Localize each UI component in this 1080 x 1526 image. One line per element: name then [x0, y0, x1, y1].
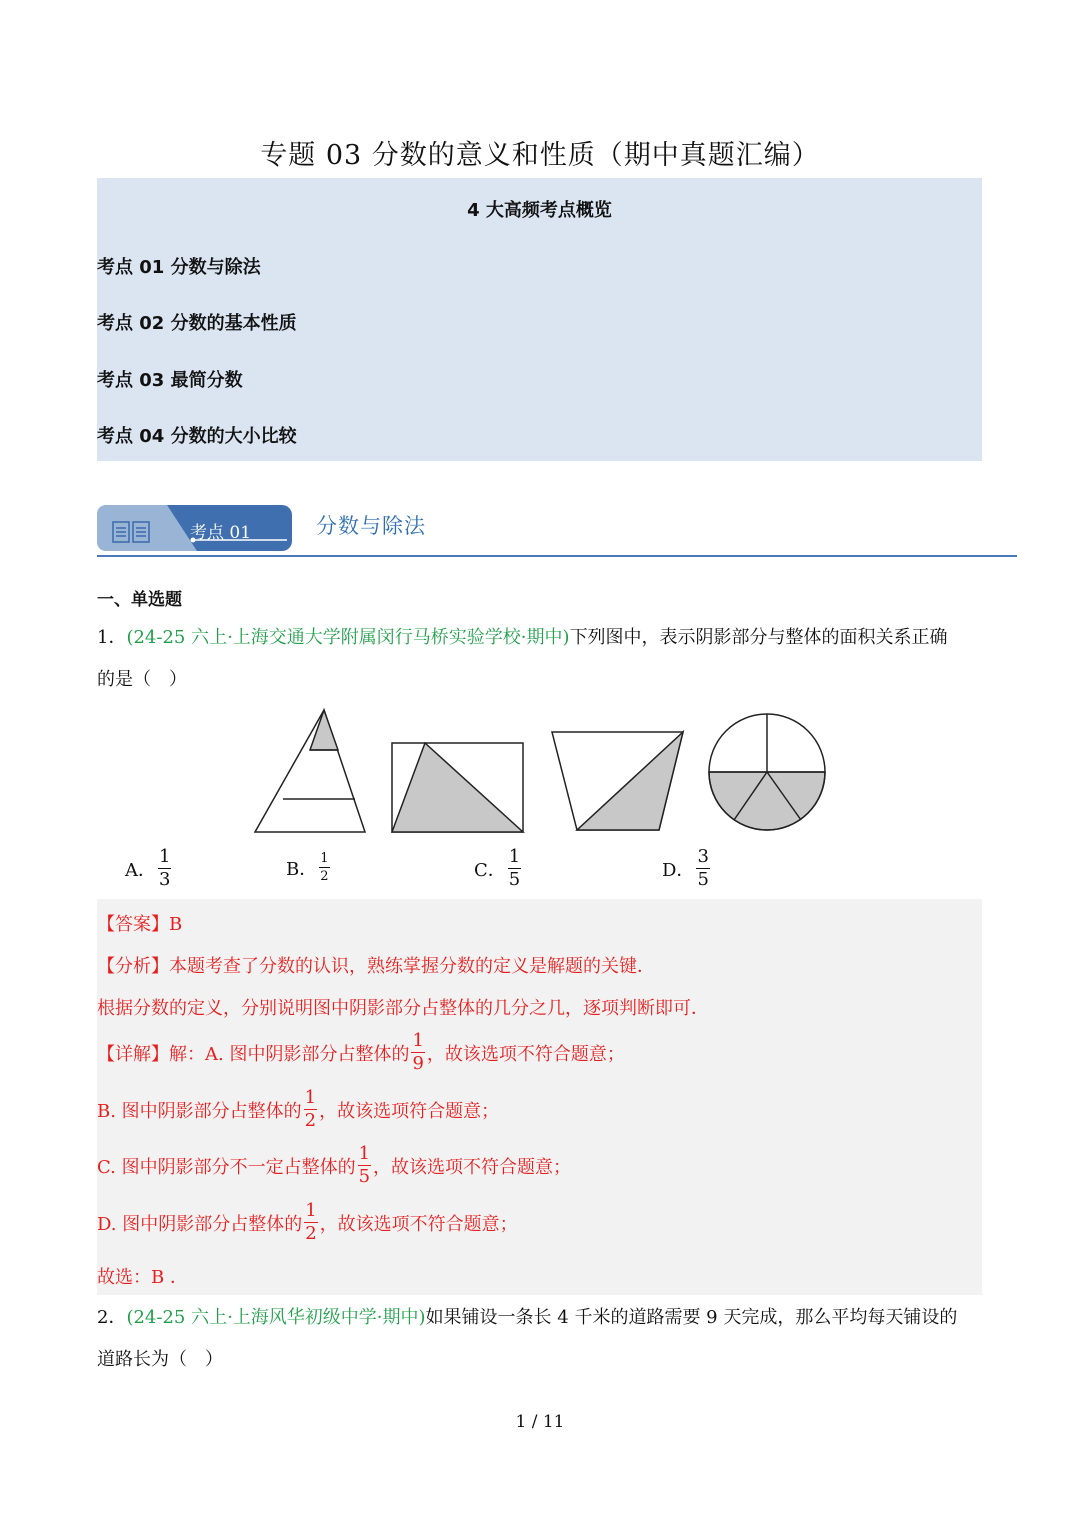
option-d-num: 3 — [697, 846, 709, 867]
q2-text: 如果铺设一条长 4 千米的道路需要 9 天完成，那么平均每天铺设的 — [425, 1307, 958, 1328]
detail-a-suffix: ，故该选项不符合题意； — [426, 1043, 625, 1065]
detail-c-text: C. 图中阴影部分不一定占整体的 — [97, 1156, 356, 1178]
option-c-num: 1 — [508, 846, 521, 867]
page-title: 专题 03 分数的意义和性质（期中真题汇编） — [260, 140, 820, 171]
option-b-label: B． — [286, 858, 318, 880]
detail-d-num: 1 — [305, 1200, 317, 1221]
q2-line-2: 道路长为（ ） — [97, 1349, 223, 1370]
trapezoid-figure — [552, 732, 683, 830]
option-d-label: D． — [662, 859, 695, 881]
option-c-label: C． — [474, 859, 506, 881]
detail-c-suffix: ，故该选项不符合题意； — [373, 1156, 572, 1178]
circle-figure — [709, 714, 825, 830]
detail-c-den: 5 — [358, 1166, 371, 1187]
option-d-den: 5 — [697, 869, 709, 890]
detail-d-text: D. 图中阴影部分占整体的 — [97, 1213, 303, 1235]
option-b-fraction — [319, 852, 329, 883]
q1-number: 1． — [97, 627, 127, 648]
page-number: 1 / 11 — [515, 1412, 565, 1432]
option-a-label: A． — [125, 859, 156, 881]
detail-d-fraction — [304, 1202, 317, 1243]
q1-option-b — [286, 852, 332, 883]
solution-detail-a — [97, 1032, 625, 1073]
solution-analysis-2: 根据分数的定义，分别说明图中阴影部分占整体的几分之几，逐项判断即可． — [97, 998, 709, 1019]
solution-detail-c — [97, 1145, 571, 1186]
overview-item-3: 考点 03 最简分数 — [97, 370, 243, 391]
solution-analysis-1: 【分析】本题考查了分数的认识，熟练掌握分数的定义是解题的关键． — [97, 956, 655, 977]
overview-heading: 4 大高频考点概览 — [467, 200, 612, 221]
option-d-fraction — [696, 848, 709, 889]
section-tag: 考点 01 — [190, 523, 252, 543]
detail-b-suffix: ，故该选项符合题意； — [319, 1100, 500, 1122]
q1-option-c — [474, 848, 523, 889]
solution-detail-b — [97, 1089, 499, 1130]
detail-b-den: 2 — [304, 1110, 317, 1131]
option-c-den: 5 — [508, 869, 521, 890]
q1-option-a — [125, 848, 173, 889]
detail-b-num: 1 — [304, 1087, 317, 1108]
detail-a-text: 【详解】解：A. 图中阴影部分占整体的 — [97, 1043, 410, 1065]
detail-a-den: 9 — [412, 1053, 424, 1074]
detail-d-den: 2 — [305, 1223, 317, 1244]
detail-c-fraction — [358, 1145, 371, 1186]
solution-detail-d — [97, 1202, 518, 1243]
rectangle-figure — [392, 743, 523, 832]
section-title: 分数与除法 — [316, 514, 426, 538]
q1-line-2: 的是（ ） — [97, 669, 187, 690]
q1-text: 下列图中，表示阴影部分与整体的面积关系正确 — [569, 627, 948, 648]
triangle-figure — [255, 710, 365, 832]
option-a-num: 1 — [159, 846, 171, 867]
q2-source: (24-25 六上·上海风华初级中学·期中) — [126, 1307, 426, 1328]
section-divider — [97, 555, 1017, 557]
solution-answer: 【答案】B — [97, 914, 183, 935]
option-b-den: 2 — [320, 869, 329, 884]
overview-item-2: 考点 02 分数的基本性质 — [97, 313, 297, 334]
q1-line-1 — [97, 626, 948, 650]
q2-line-1 — [97, 1306, 957, 1330]
option-b-num: 1 — [320, 851, 329, 866]
detail-c-num: 1 — [358, 1143, 371, 1164]
q1-figures — [245, 705, 845, 835]
overview-box — [97, 178, 982, 461]
q2-number: 2． — [97, 1307, 127, 1328]
option-a-fraction — [158, 848, 171, 889]
detail-b-text: B. 图中阴影部分占整体的 — [97, 1100, 302, 1122]
solution-final: 故选：B ． — [97, 1267, 188, 1288]
overview-item-1: 考点 01 分数与除法 — [97, 257, 261, 278]
q1-option-d — [662, 848, 712, 889]
overview-item-4: 考点 04 分数的大小比较 — [97, 426, 297, 447]
option-a-den: 3 — [159, 869, 171, 890]
option-c-fraction — [508, 848, 521, 889]
detail-a-fraction — [411, 1032, 424, 1073]
detail-b-fraction — [304, 1089, 317, 1130]
detail-a-num: 1 — [412, 1030, 424, 1051]
detail-d-suffix: ，故该选项不符合题意； — [319, 1213, 518, 1235]
part-header: 一、单选题 — [97, 590, 182, 610]
q1-source: (24-25 六上·上海交通大学附属闵行马桥实验学校·期中) — [126, 627, 570, 648]
